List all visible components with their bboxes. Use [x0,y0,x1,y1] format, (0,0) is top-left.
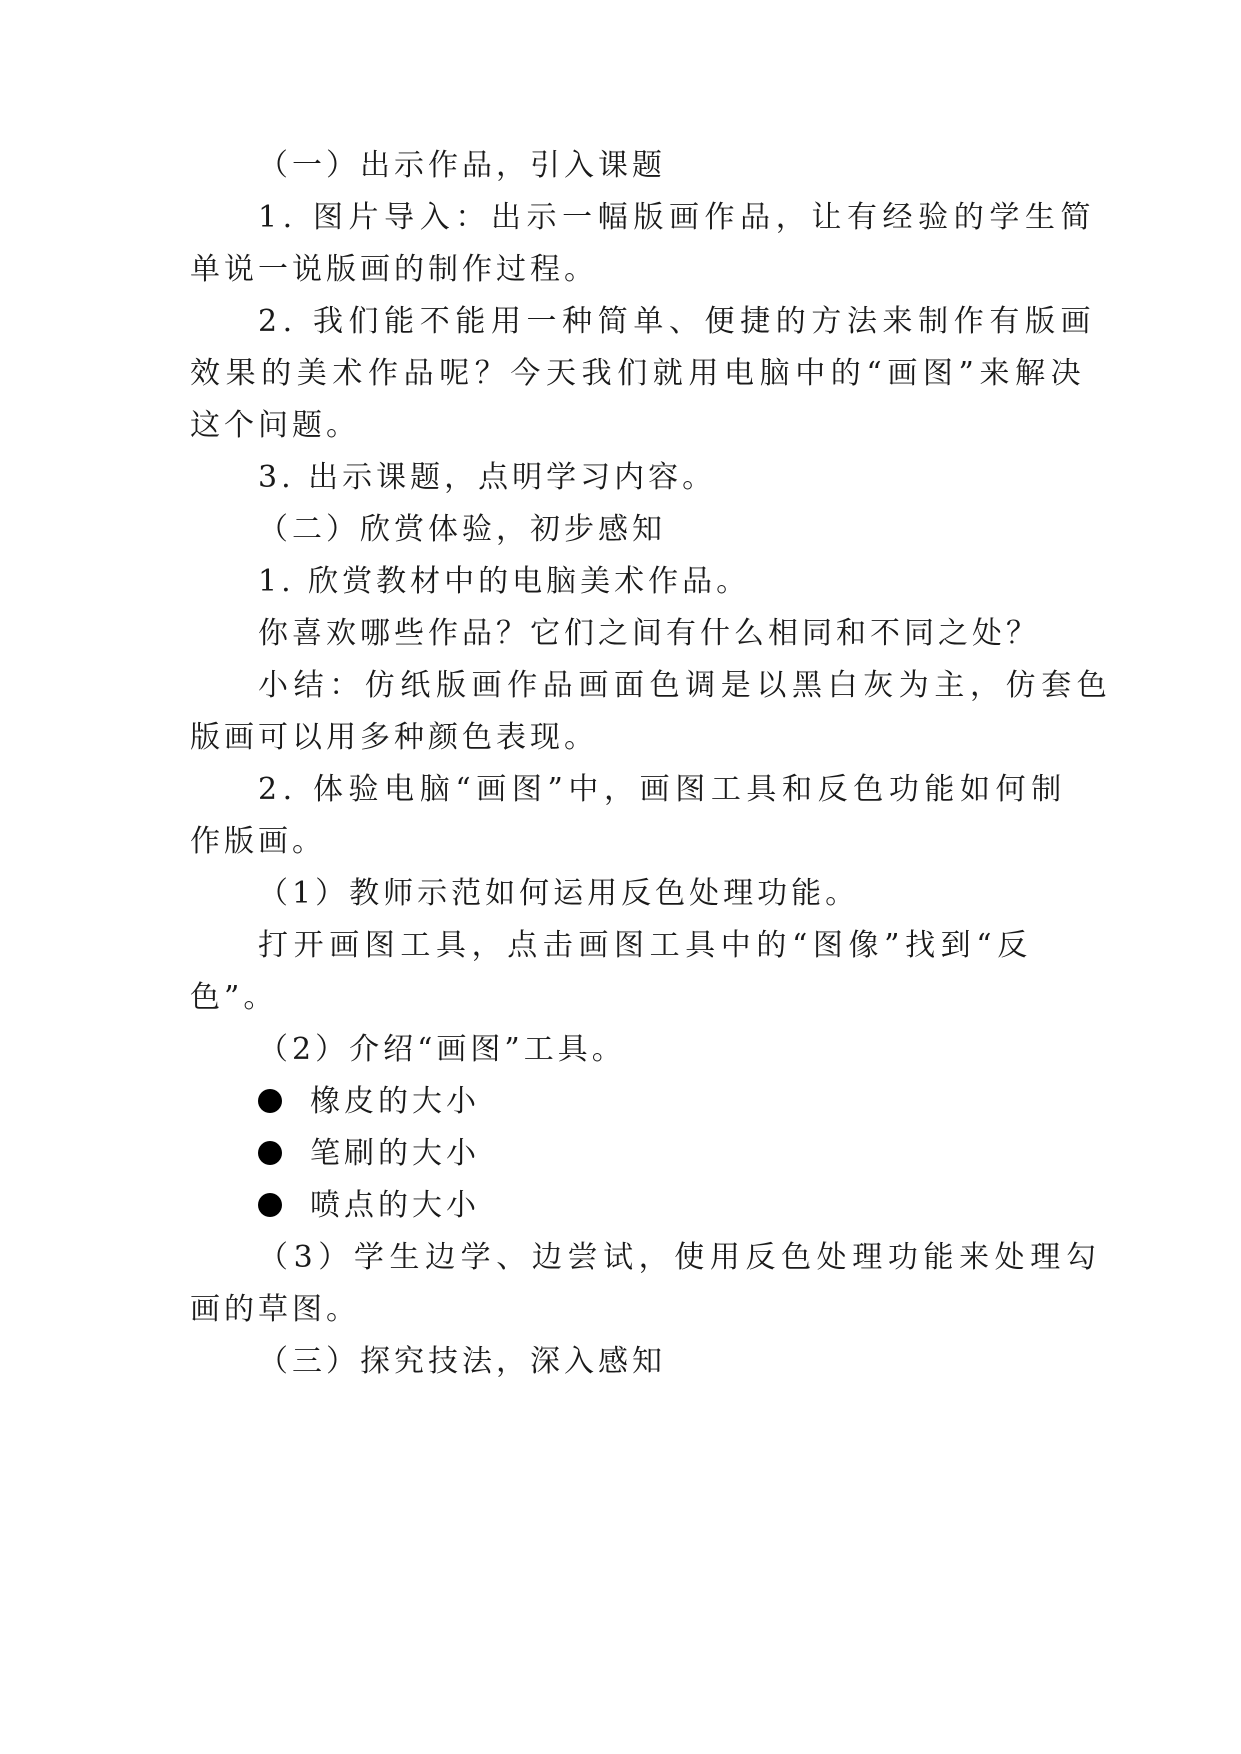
paragraph-line: （3）学生边学、边尝试，使用反色处理功能来处理勾 [258,1240,1102,1275]
paragraph-line: 这个问题。 [190,408,360,443]
list-item [258,1134,1128,1174]
section-heading-1: （一）出示作品，引入课题 [258,148,666,183]
paragraph-line: 单说一说版画的制作过程。 [190,252,598,287]
paragraph-line: （1）教师示范如何运用反色处理功能。 [258,876,860,911]
paragraph-line: 小结：仿纸版画作品画面色调是以黑白灰为主，仿套色 [258,668,1113,703]
paragraph-line: 效果的美术作品呢？今天我们就用电脑中的“画图”来解决 [190,356,1087,391]
paragraph-line: 色”。 [190,980,278,1015]
paragraph-line: 2. 我们能不能用一种简单、便捷的方法来制作有版画 [258,304,1097,339]
bullet-icon [258,1089,282,1113]
list-item-text: 橡皮的大小 [310,1084,480,1119]
list-item-text: 喷点的大小 [310,1188,480,1223]
bullet-icon [258,1193,282,1217]
list-item-text: 笔刷的大小 [310,1136,480,1171]
section-heading-3: （三）探究技法，深入感知 [258,1344,666,1379]
paragraph-line: 1. 图片导入：出示一幅版画作品，让有经验的学生简 [258,200,1097,235]
paragraph-line: 打开画图工具，点击画图工具中的“图像”找到“反 [258,928,1033,963]
paragraph-line: 版画可以用多种颜色表现。 [190,720,598,755]
paragraph-line: 作版画。 [190,824,326,859]
paragraph-line: 1. 欣赏教材中的电脑美术作品。 [258,564,751,599]
paragraph-line: 3. 出示课题，点明学习内容。 [258,460,717,495]
paragraph-line: 你喜欢哪些作品？它们之间有什么相同和不同之处？ [258,616,1040,651]
section-heading-2: （二）欣赏体验，初步感知 [258,512,666,547]
list-item [258,1082,1128,1122]
bullet-icon [258,1141,282,1165]
paragraph-line: 画的草图。 [190,1292,360,1327]
paragraph-line: （2）介绍“画图”工具。 [258,1032,626,1067]
paragraph-line: 2. 体验电脑“画图”中，画图工具和反色功能如何制 [258,772,1067,807]
list-item [258,1186,1128,1226]
